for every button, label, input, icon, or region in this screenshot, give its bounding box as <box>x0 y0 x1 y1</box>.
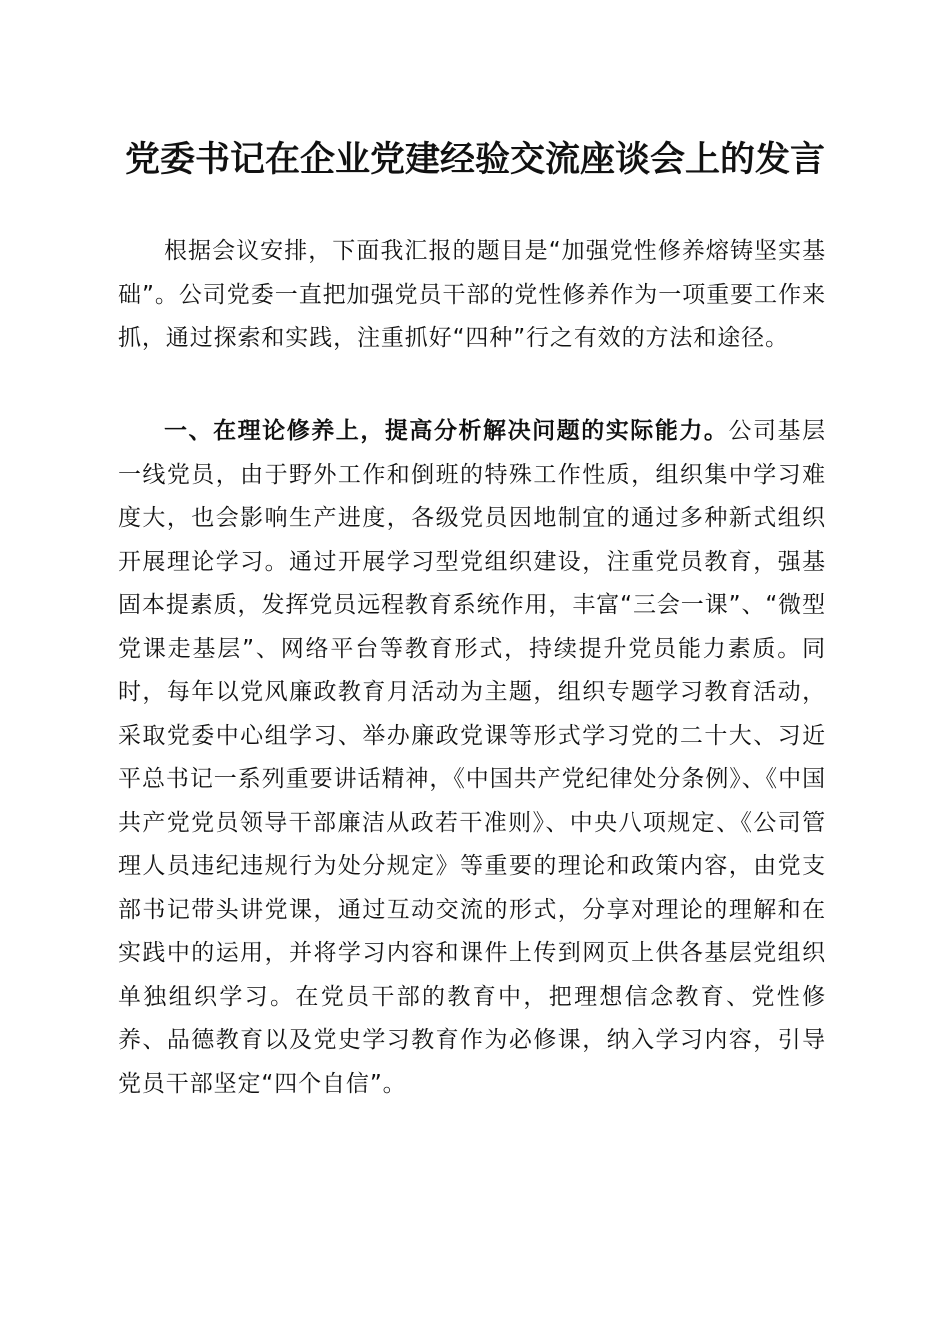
intro-paragraph-text: 根据会议安排，下面我汇报的题目是“加强党性修养熔铸坚实基础”。公司党委一直把加强党员干部的党性修养作为一项重要工作来抓，通过探索和实践，注重抓好“四种”行之有效的方法和途径。 <box>118 238 826 351</box>
document-title: 党委书记在企业党建经验交流座谈会上的发言 <box>124 139 825 180</box>
section-one-text: 公司基层一线党员，由于野外工作和倒班的特殊工作性质，组织集中学习难度大，也会影响生产进度，各级党员因地制宜的通过多种新式组织开展理论学习。通过开展学习型党组织建设，注重党员教育，强基固本提素质，发挥党员远程教育系统作用，丰富“三会一课”、“微型党课走基层”、网络平台等教育形式，持续提升党员能力素质。同时，每年以党风廉政教育月活动为主题，组织专题学习教育活动，采取党委中心组学习、举办廉政党课等形式学习党的二十大、习近平总书记一系列重要讲话精神，《中国共产党纪律处分条例》、《中国共产党党员领导干部廉洁从政若干准则》、中央八项规定、《公司管理人员违纪违规行为处分规定》等重要的理论和政策内容，由党支部书记带头讲党课，通过互动交流的形式，分享对理论的理解和在实践中的运用，并将学习内容和课件上传到网页上供各基层党组织单独组织学习。在党员干部的教育中，把理想信念教育、党性修养、品德教育以及党史学习教育作为必修课，纳入学习内容，引导党员干部坚定“四个自信”。 <box>118 418 826 1097</box>
section-one-paragraph <box>118 410 826 1106</box>
section-one-heading: 一、在理论修养上，提高分析解决问题的实际能力。 <box>164 418 729 444</box>
intro-paragraph <box>118 230 826 361</box>
